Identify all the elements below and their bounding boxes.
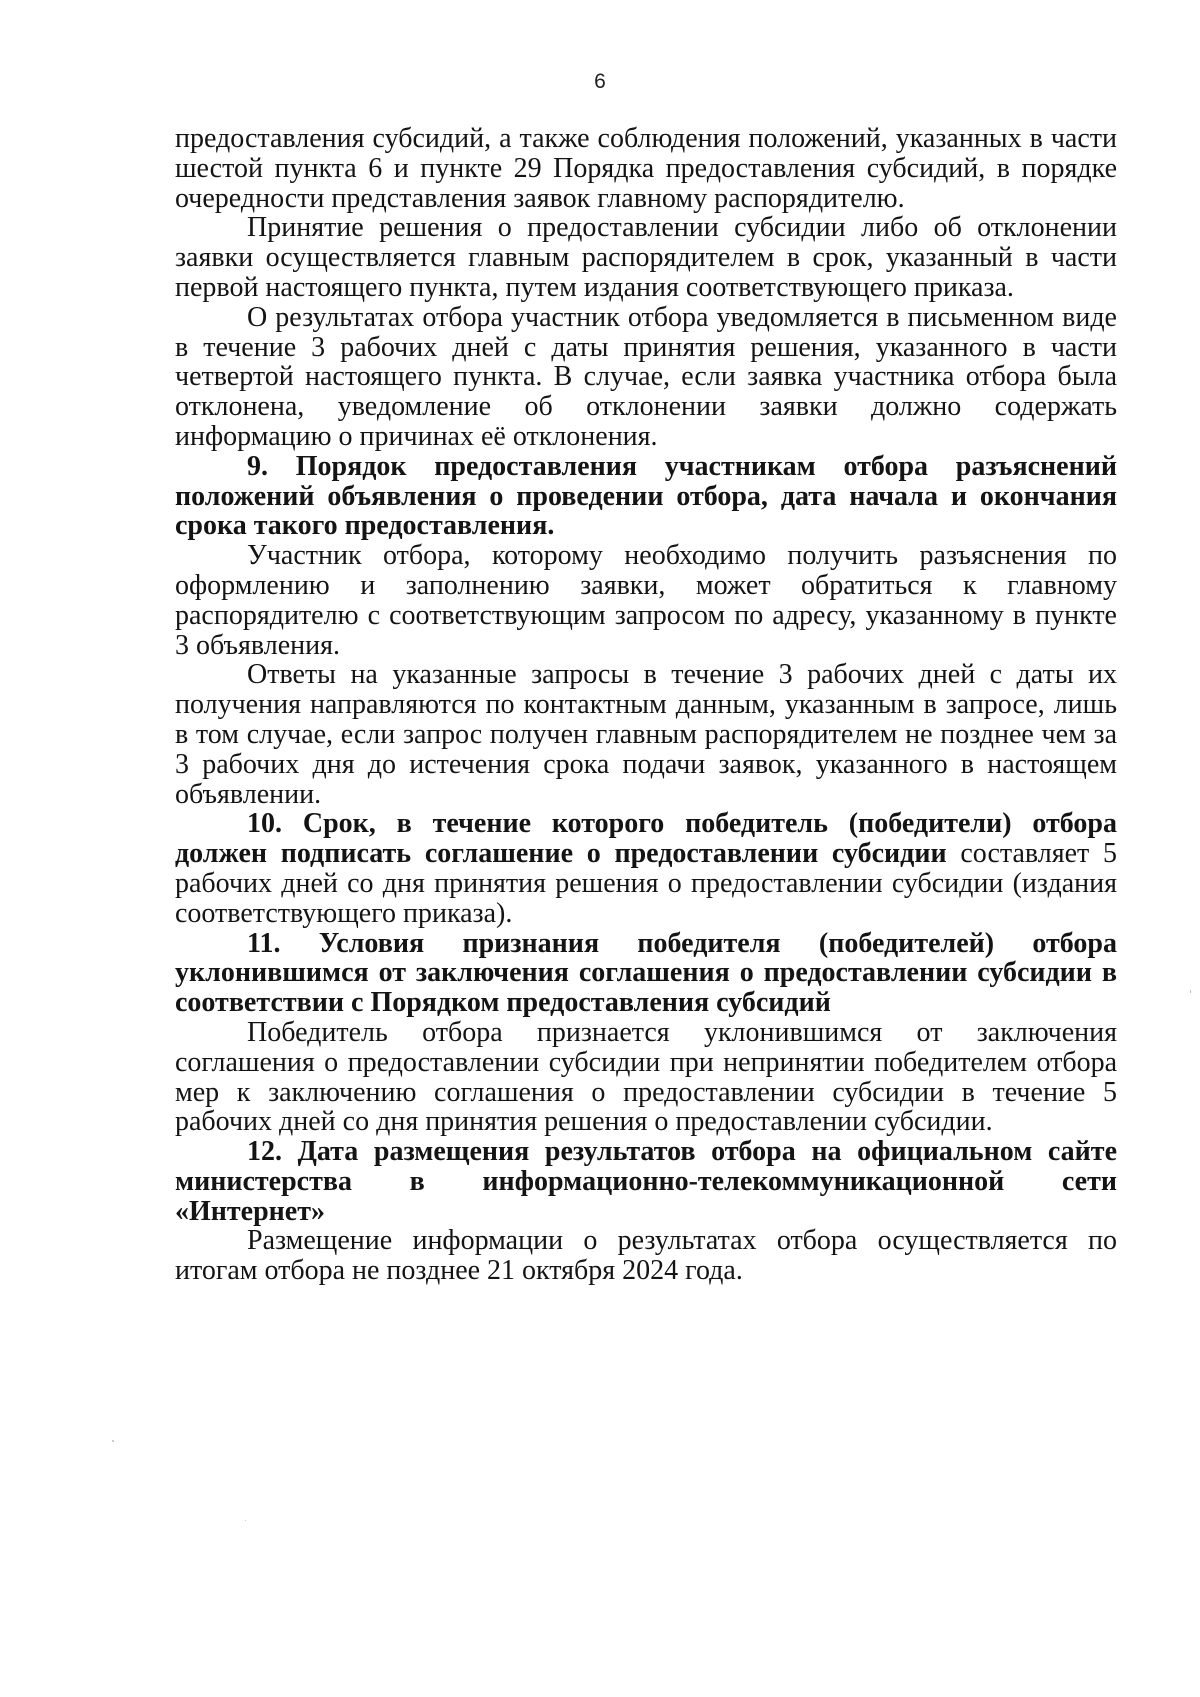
section-10-paragraph [175,809,1117,928]
section-10-text: составляет 5 рабочих дней со дня принятия решения о предоставлении субсидии (издания соответствующего приказа). [175,838,1117,929]
paragraph-clarification-answers: Ответы на указанные запросы в течение 3 рабочих дней с даты их получения направляются по контактным данным, указанным в запросе, лишь в том случае, если запрос получен главным распорядителем не позднее чем за 3 рабочих дня до истечения срока подачи заявок, указанного в настоящем объявлении. [175,659,1117,810]
section-9-heading-text: 9. Порядок предоставления участникам отбора разъяснений положений объявления о проведении отбора, дата начала и окончания срока такого предоставления. [175,450,1117,542]
section-11-heading [175,929,1117,1018]
scan-speck [1190,990,1191,993]
paragraph-clarification-request: Участник отбора, которому необходимо получить разъяснения по оформлению и заполнению заявки, может обратиться к главному распорядителю с соответствующим запросом по адресу, указанному в пункте 3 объявления. [175,540,1117,661]
page-number: 6 [594,70,606,93]
paragraph-notification: О результатах отбора участник отбора уведомляется в письменном виде в течение 3 рабочих дней с даты принятия решения, указанного в части четвертой настоящего пункта. В случае, если заявка участника отбора была отклонена, уведомление об отклонении заявки должно содержать информацию о причинах её отклонения. [175,301,1117,452]
document-body [175,124,1117,1286]
section-11-heading-text: 11. Условия признания победителя (победителей) отбора уклонившимся от заключения соглашения о предоставлении субсидии в соответствии с Порядком предоставления субсидий [175,927,1117,1019]
paragraph-evasion: Победитель отбора признается уклонившимся от заключения соглашения о предоставлении субсидии при непринятии победителем отбора мер к заключению соглашения о предоставлении субсидии в течение 5 рабочих дней со дня принятия решения о предоставлении субсидии. [175,1016,1117,1138]
paragraph-publication: Размещение информации о результатах отбора осуществляется по итогам отбора не позднее 21 октября 2024 года. [175,1225,1117,1287]
scan-speck [245,1520,246,1521]
paragraph-decision: Принятие решения о предоставлении субсидии либо об отклонении заявки осуществляется главным распорядителем в срок, указанный в части первой настоящего пункта, путем издания соответствующего приказа. [175,212,1117,303]
paragraph-continuation: предоставления субсидий, а также соблюдения положений, указанных в части шестой пункта 6 и пункте 29 Порядка предоставления субсидий, в порядке очередности представления заявок главному распорядителю. [175,123,1117,214]
section-9-heading [175,452,1117,541]
section-12-heading [175,1137,1117,1226]
section-12-heading-text: 12. Дата размещения результатов отбора на официальном сайте министерства в информационно-телекоммуникационной сети «Интернет» [175,1136,1117,1227]
scan-speck [112,1440,114,1442]
section-10-heading-text: 10. Срок, в течение которого победитель (победители) отбора должен подписать соглашение о предоставлении субсидии [175,808,1117,870]
